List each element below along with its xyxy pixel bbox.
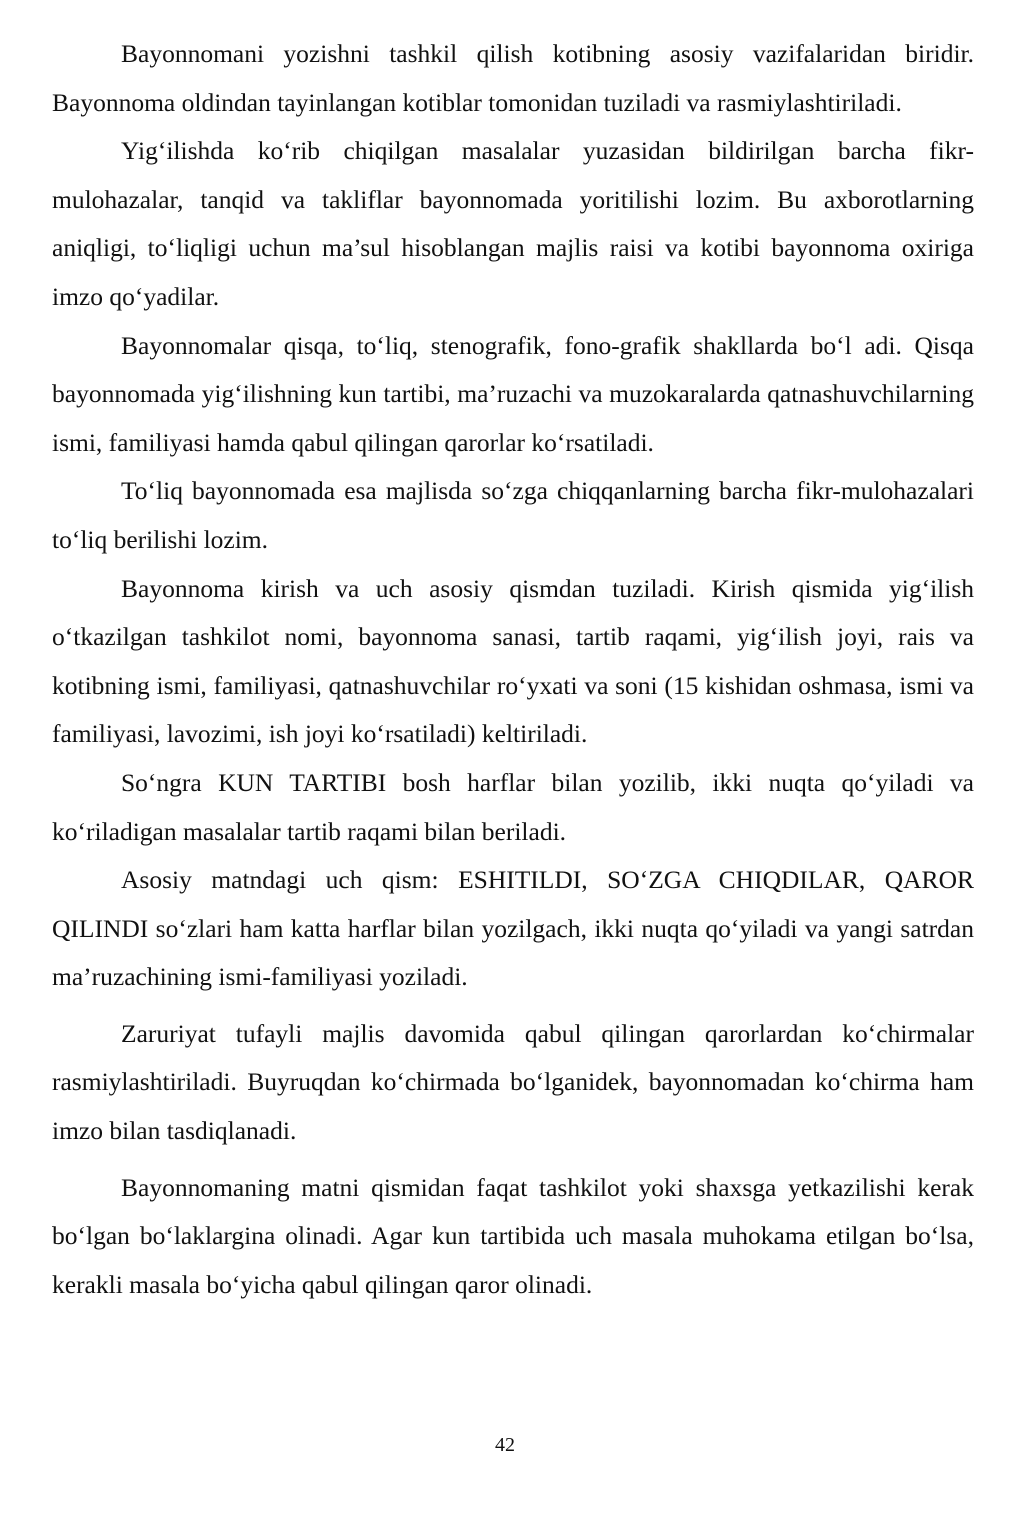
page-body: [52, 30, 974, 1309]
paragraph-8: Zaruriyat tufayli majlis davomida qabul qilingan qarorlardan ko‘chirmalar rasmiylashtiriladi. Buyruqdan ko‘chirmada bo‘lganidek, bayonnomadan ko‘chirma ham imzo bilan tasdiqlanadi.: [52, 1018, 974, 1146]
paragraph-4: To‘liq bayonnomada esa majlisda so‘zga chiqqanlarning barcha fikr-mulohazalari to‘liq berilishi lozim.: [52, 476, 974, 554]
paragraph-7: Asosiy matndagi uch qism: ESHITILDI, SO‘ZGA CHIQDILAR, QAROR QILINDI so‘zlari ham katta harflar bilan yozilgach, ikki nuqta qo‘yiladi va yangi satrdan ma’ruzachining ismi-familiyasi yoziladi.: [52, 865, 974, 992]
paragraph-9: Bayonnomaning matni qismidan faqat tashkilot yoki shaxsga yetkazilishi kerak bo‘lgan bo‘laklargina olinadi. Agar kun tartibida uch masala muhokama etilgan bo‘lsa, kerakli masala bo‘yicha qabul qilingan qaror olinadi.: [52, 1172, 974, 1299]
paragraph-2: Yig‘ilishda ko‘rib chiqilgan masalalar yuzasidan bildirilgan barcha fikr-mulohazalar, tanqid va takliflar bayonnomada yoritilishi lozim. Bu axborotlarning aniqligi, to‘liqligi uchun ma’sul hisoblangan majlis raisi va kotibi bayonnoma oxiriga imzo qo‘yadilar.: [52, 136, 974, 311]
paragraph-1: Bayonnomani yozishni tashkil qilish kotibning asosiy vazifalaridan biridir. Bayonnoma oldindan tayinlangan kotiblar tomonidan tuziladi va rasmiylashtiriladi.: [52, 39, 974, 117]
paragraph-6: So‘ngra KUN TARTIBI bosh harflar bilan yozilib, ikki nuqta qo‘yiladi va ko‘riladigan masalalar tartib raqami bilan beriladi.: [52, 767, 974, 846]
paragraph-3: Bayonnomalar qisqa, to‘liq, stenografik, fono-grafik shakllarda bo‘l adi. Qisqa bayonnomada yig‘ilishning kun tartibi, ma’ruzachi va muzokaralarda qatnashuvchilarning ismi, familiyasi hamda qabul qilingan qarorlar ko‘rsatiladi.: [52, 330, 974, 457]
paragraph-5: Bayonnoma kirish va uch asosiy qismdan tuziladi. Kirish qismida yig‘ilish o‘tkazilgan tashkilot nomi, bayonnoma sanasi, tartib raqami, yig‘ilish joyi, rais va kotibning ismi, familiyasi, qatnashuvchilar ro‘yxati va soni (15 kishidan oshmasa, ismi va familiyasi, lavozimi, ish joyi ko‘rsatiladi) keltiriladi.: [52, 573, 974, 749]
page-number: 42: [495, 1434, 515, 1456]
